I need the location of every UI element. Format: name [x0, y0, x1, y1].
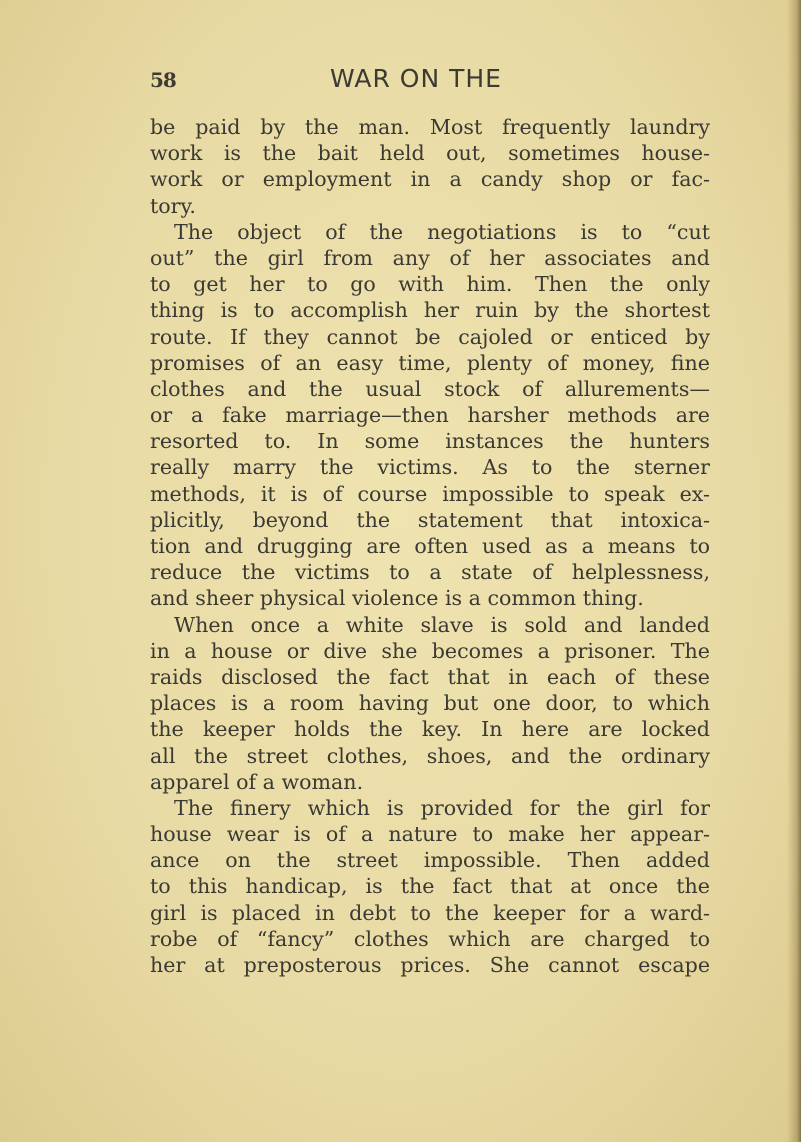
text-line: raids disclosed the fact that in each of these	[150, 664, 710, 689]
text-line: be paid by the man. Most frequently laundry	[150, 115, 710, 139]
text-line: or a fake marriage—then harsher methods are	[150, 403, 710, 428]
text-line: house wear is of a nature to make her appear-	[150, 822, 710, 847]
text-line: to this handicap, is the fact that at once the	[150, 874, 710, 899]
text-line: really marry the victims. As to the sterner	[150, 455, 710, 480]
text-line: work or employment in a candy shop or fac-	[150, 167, 710, 192]
text-line: methods, it is of course impossible to speak ex-	[150, 481, 710, 506]
text-line: places is a room having but one door, to which	[150, 691, 710, 716]
page-number: 58	[150, 68, 176, 92]
body-text	[150, 114, 710, 978]
text-line: tory.	[150, 193, 196, 218]
text-line: all the street clothes, shoes, and the ordinary	[150, 743, 710, 768]
text-line: in a house or dive she becomes a prisoner. The	[150, 638, 710, 663]
text-line: ance on the street impossible. Then added	[150, 848, 710, 873]
text-line: resorted to. In some instances the hunters	[150, 429, 710, 454]
page-header	[0, 58, 801, 98]
text-line: plicitly, beyond the statement that intoxica-	[150, 507, 710, 532]
running-head: WAR ON THE	[330, 64, 502, 93]
text-line: clothes and the usual stock of allurements—	[150, 376, 710, 401]
page-edge-shadow	[787, 0, 801, 1142]
text-line: thing is to accomplish her ruin by the shortest	[150, 298, 710, 323]
text-line: route. If they cannot be cajoled or enticed by	[150, 324, 710, 349]
text-line: robe of “fancy” clothes which are charged to	[150, 926, 710, 951]
text-line: and sheer physical violence is a common thing.	[150, 586, 644, 611]
text-line: to get her to go with him. Then the only	[150, 272, 710, 297]
text-line: girl is placed in debt to the keeper for a ward-	[150, 900, 710, 925]
text-line: work is the bait held out, sometimes house-	[150, 141, 710, 166]
paragraph-first-line: The finery which is provided for the girl for	[174, 795, 710, 820]
paragraph-first-line: When once a white slave is sold and landed	[174, 612, 710, 637]
text-line: apparel of a woman.	[150, 769, 364, 794]
text-line: the keeper holds the key. In here are locked	[150, 717, 710, 742]
text-line: reduce the victims to a state of helplessness,	[150, 560, 710, 585]
text-line: tion and drugging are often used as a means to	[150, 534, 710, 558]
text-line: promises of an easy time, plenty of money, fine	[150, 350, 710, 375]
text-line: her at preposterous prices. She cannot escape	[150, 953, 710, 977]
paragraph-first-line: The object of the negotiations is to “cut	[174, 219, 710, 244]
text-line: out” the girl from any of her associates and	[150, 245, 710, 270]
